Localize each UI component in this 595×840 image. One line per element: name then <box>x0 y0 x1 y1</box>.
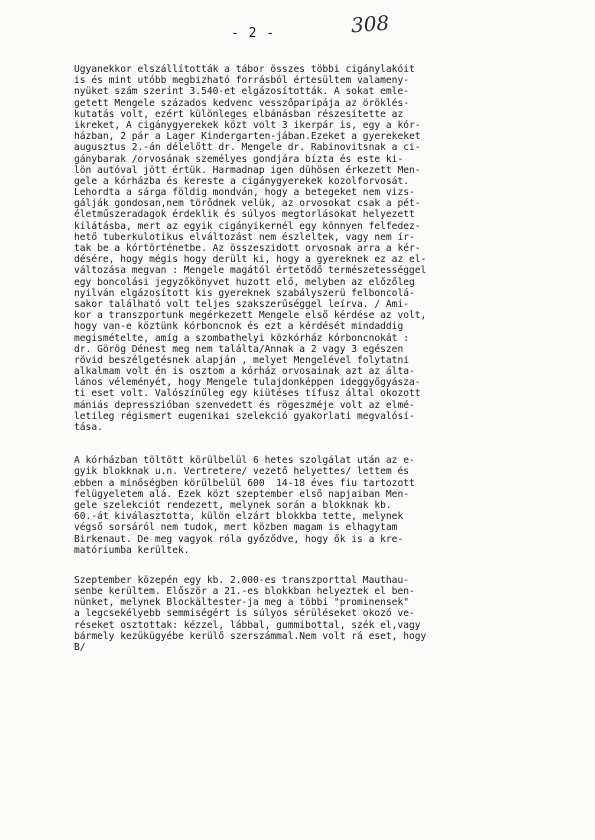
text-line: lön autóval jött értük. Harmadnap igen dühösen érkezett Men- <box>74 164 421 176</box>
text-line: hogy van-e köztünk kórboncnok és ezt a kérdését mindaddig <box>74 321 404 333</box>
text-line: tak be a kórtörténetbe. Az összeszidott orvosnak arra a kér- <box>74 243 421 254</box>
text-line: kutatás volt, ezért különleges elbánásban részesítette az <box>74 108 404 120</box>
text-line: is és mint utóbb megbizható forrásból értesültem valameny- <box>74 75 410 87</box>
text-line: Ugyanekkor elszállították a tábor összes többi cigánylakóit <box>74 64 415 75</box>
page-number: - 2 - <box>231 26 276 41</box>
text-line: senbe kerültem. Először a 21.-es blokkban helyeztek el ben- <box>74 586 415 598</box>
text-line: sakor található volt teljes szakszerűséggel leírva. / Ami- <box>74 298 410 310</box>
text-line: kor a transzportunk megérkezett Mengele első kérdése az volt, <box>74 310 427 322</box>
text-line: réseket osztottak: kézzel, lábbal, gummibottal, szék el,vagy <box>74 619 421 631</box>
text-line: rövid beszélgetésnek alapján , melyet Mengelével folytatni <box>74 354 410 366</box>
text-line: nyilván elgázosított kis gyereknek szabályszerü felboncolá- <box>74 287 415 299</box>
text-line: getett Mengele százados kedvenc vesszőparipája az öröklés- <box>74 97 410 109</box>
text-line: ti eset volt. Valószínűleg egy kiütéses tífusz által okozott <box>74 388 421 400</box>
text-line: dr. Görög Dénest meg nem találta/Annak a 2 vagy 3 egészen <box>74 343 404 355</box>
text-line: gyik blokknak u.n. Vertretere/ vezető helyettes/ lettem és <box>74 466 410 478</box>
text-line: mániás depresszióban szenvedett és rögeszméje volt az elmé- <box>74 399 415 411</box>
text-line: tása. <box>74 422 103 433</box>
text-line: B/ <box>74 642 86 653</box>
text-line: matóriumba kerültek. <box>74 544 190 556</box>
text-line: gánybarak /orvosának személyes gondjára bízta és este ki- <box>74 153 404 165</box>
text-line: A kórházban töltött körülbelül 6 hetes szolgálat után az e- <box>74 455 415 467</box>
text-line: egy boncolási jegyzőkönyvet huzott elő, melyben az előzőleg <box>74 276 415 288</box>
paragraph-3 <box>74 575 574 653</box>
text-line: lános véleményét, hogy Mengele tulajdonképpen ideggyőgyásza- <box>74 377 421 389</box>
text-line: Birkenaut. De meg vagyok róla győződve, hogy ők is a kre- <box>74 533 404 545</box>
paragraph-2 <box>74 455 574 556</box>
text-line: a legcsekélyebb semmiségért is súlyos sérüléseket okozó ve- <box>74 608 415 620</box>
text-line: ebben a minőségben körülbelül 600 14-18 éves fiu tartozott <box>74 477 415 489</box>
text-line: változása megvan : Mengele magától értetődő természetességgel <box>74 265 427 277</box>
text-line: ikreket, A cigánygyerekek közt volt 3 ikerpár is, egy a kór- <box>74 119 421 131</box>
text-line: felügyeletem alá. Ezek közt szeptember első napjaiban Men- <box>74 488 410 500</box>
text-line: Szeptember közepén egy kb. 2.000-es transzporttal Mauthau- <box>74 574 410 586</box>
text-line: végső sorsáról nem tudok, mert közben magam is elhagytam <box>74 522 398 534</box>
text-line: Lehordta a sárga földig mondván, hogy a betegeket nem vizs- <box>74 187 415 199</box>
body-text <box>74 64 574 653</box>
paragraph-1 <box>74 64 574 433</box>
text-line: nünket, melynek Blockältester-ja meg a többi "prominensek" <box>74 597 410 609</box>
text-line: gele szelekciót rendezett, melynek során a blokknak kb. <box>74 499 392 511</box>
text-line: désére, hogy mégis hogy derült ki, hogy a gyereknek ez az el- <box>74 254 427 266</box>
text-line: gálják gondosan,nem törődnek velük, az orvosokat csak a pét- <box>74 198 421 210</box>
text-line: gele a kórházba és kereste a cigánygyerekek kozolforvosát. <box>74 175 410 187</box>
text-line: nyüket szám szerint 3.540-et elgázosították. A sokat emle- <box>74 86 410 98</box>
text-line: hető tuberkulotikus elváltozást nem észleltek, vagy nem ír- <box>74 231 415 243</box>
text-line: bármely kezükügyébe kerülő szerszámmal.Nem volt rá eset, hogy <box>74 630 427 642</box>
text-line: letileg régismert eugenikai szelekció gyakorlati megvalósí- <box>74 410 415 422</box>
text-line: kilátásba, mert az egyik cigányikernél egy könnyen felfedez- <box>74 220 421 232</box>
text-line: 60.-át kiválasztotta, külön elzárt blokkba tette, melynek <box>74 511 404 523</box>
text-line: házban, 2 pár a Lager Kindergarten-jában.Ezeket a gyerekeket <box>74 131 421 143</box>
handwritten-page-number: 308 <box>350 10 390 38</box>
text-line: augusztus 2.-án délelőtt dr. Mengele dr. Rabinovitsnak a ci- <box>74 142 421 154</box>
text-line: megismételte, amíg a szombathelyi közkórház kórboncnokát : <box>74 332 410 344</box>
text-line: életműszeradagok érdeklik és súlyos megtorlásokat helyezett <box>74 209 415 221</box>
text-line: alkalmam volt én is osztom a kórház orvosainak azt az álta- <box>74 366 415 378</box>
